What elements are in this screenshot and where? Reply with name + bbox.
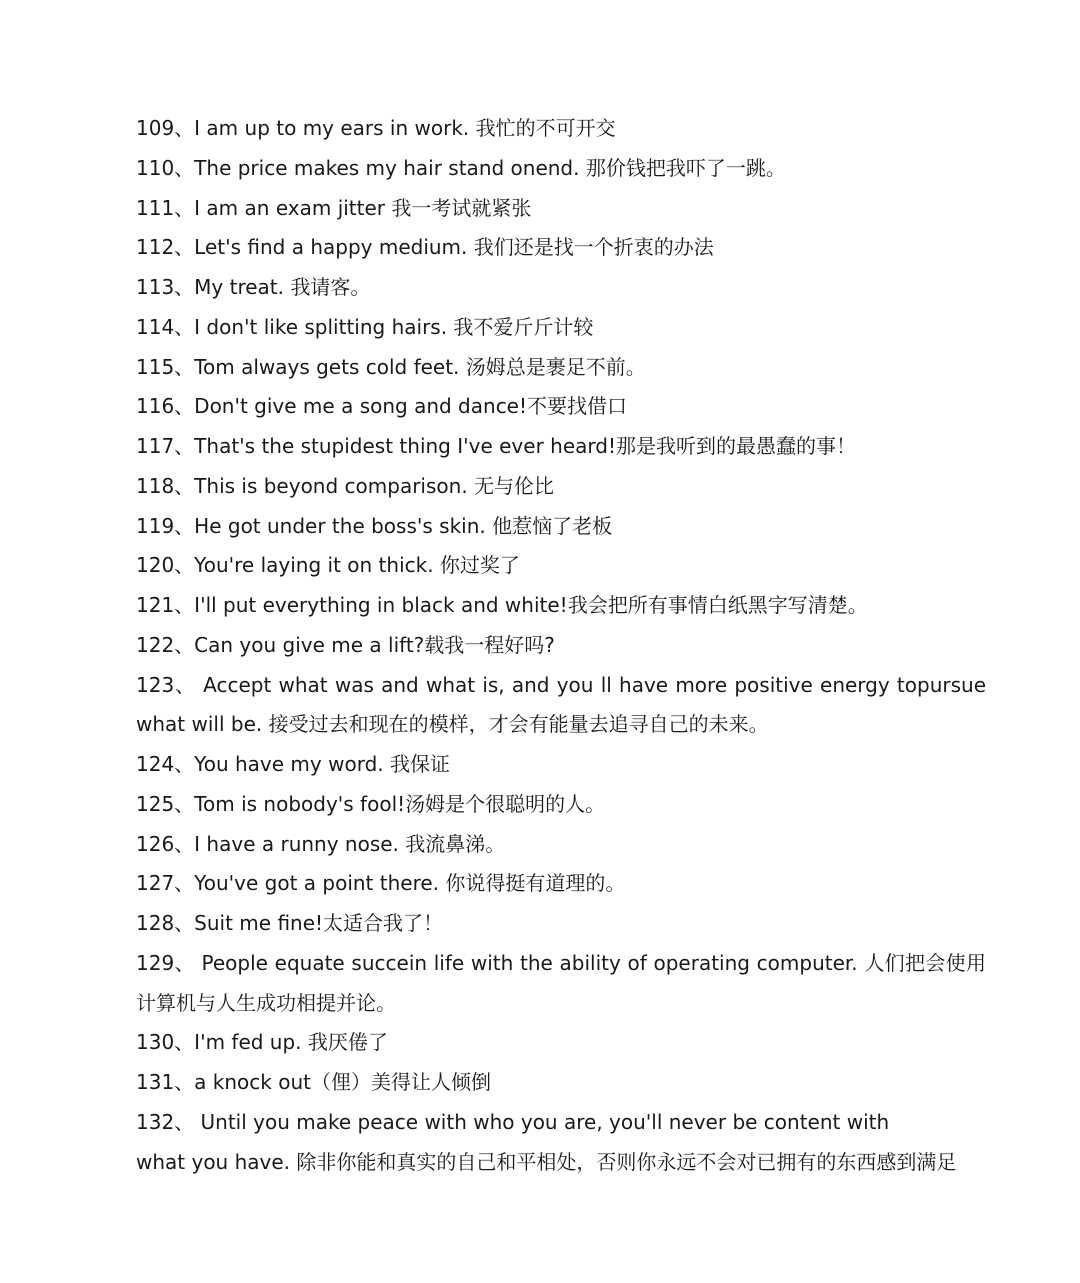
line-110: 110、The price makes my hair stand onend. 那价钱把我吓了一跳。	[136, 155, 786, 180]
line-132-part1: 132、 Until you make peace with who you are, you'll never be content with	[136, 1109, 890, 1134]
line-116: 116、Don't give me a song and dance!不要找借口	[136, 394, 628, 419]
line-122: 122、Can you give me a lift?载我一程好吗?	[136, 632, 555, 657]
line-127: 127、You've got a point there. 你说得挺有道理的。	[136, 871, 626, 896]
line-113: 113、My treat. 我请客。	[136, 275, 371, 299]
line-123-part1: 123、 Accept what was and what is, and you ll have more positive energy topursue	[136, 672, 986, 697]
line-111: 111、I am an exam jitter 我一考试就紧张	[136, 195, 532, 220]
line-128: 128、Suit me fine!太适合我了！	[136, 911, 444, 935]
line-114: 114、I don't like splitting hairs. 我不爱斤斤计较	[136, 314, 594, 339]
line-119: 119、He got under the boss's skin. 他惹恼了老板	[136, 513, 613, 538]
line-126: 126、I have a runny nose. 我流鼻涕。	[136, 831, 506, 856]
line-129-part1: 129、 People equate succein life with the ability of operating computer. 人们把会使用	[136, 950, 986, 975]
line-121: 121、I'll put everything in black and white!我会把所有事情白纸黑字写清楚。	[136, 593, 868, 617]
line-112: 112、Let's find a happy medium. 我们还是找一个折衷的办法	[136, 235, 714, 260]
line-124: 124、You have my word. 我保证	[136, 752, 450, 776]
line-115: 115、Tom always gets cold feet. 汤姆总是裹足不前。	[136, 354, 646, 379]
line-125: 125、Tom is nobody's fool!汤姆是个很聪明的人。	[136, 791, 606, 816]
line-109: 109、I am up to my ears in work. 我忙的不可开交	[136, 116, 616, 140]
line-131: 131、a knock out（俚）美得让人倾倒	[136, 1070, 491, 1094]
line-132-part2: what you have. 除非你能和真实的自己和平相处，否则你永远不会对已拥有的东西感到满足	[136, 1149, 957, 1174]
line-123-part2: what will be. 接受过去和现在的模样，才会有能量去追寻自己的未来。	[136, 712, 769, 737]
line-117: 117、That's the stupidest thing I've ever heard!那是我听到的最愚蠢的事！	[136, 434, 856, 458]
phrase-list	[136, 109, 986, 1182]
line-118: 118、This is beyond comparison. 无与伦比	[136, 473, 555, 498]
line-129-part2: 计算机与人生成功相提并论。	[136, 990, 396, 1015]
line-130: 130、I'm fed up. 我厌倦了	[136, 1030, 388, 1055]
line-120: 120、You're laying it on thick. 你过奖了	[136, 553, 520, 578]
